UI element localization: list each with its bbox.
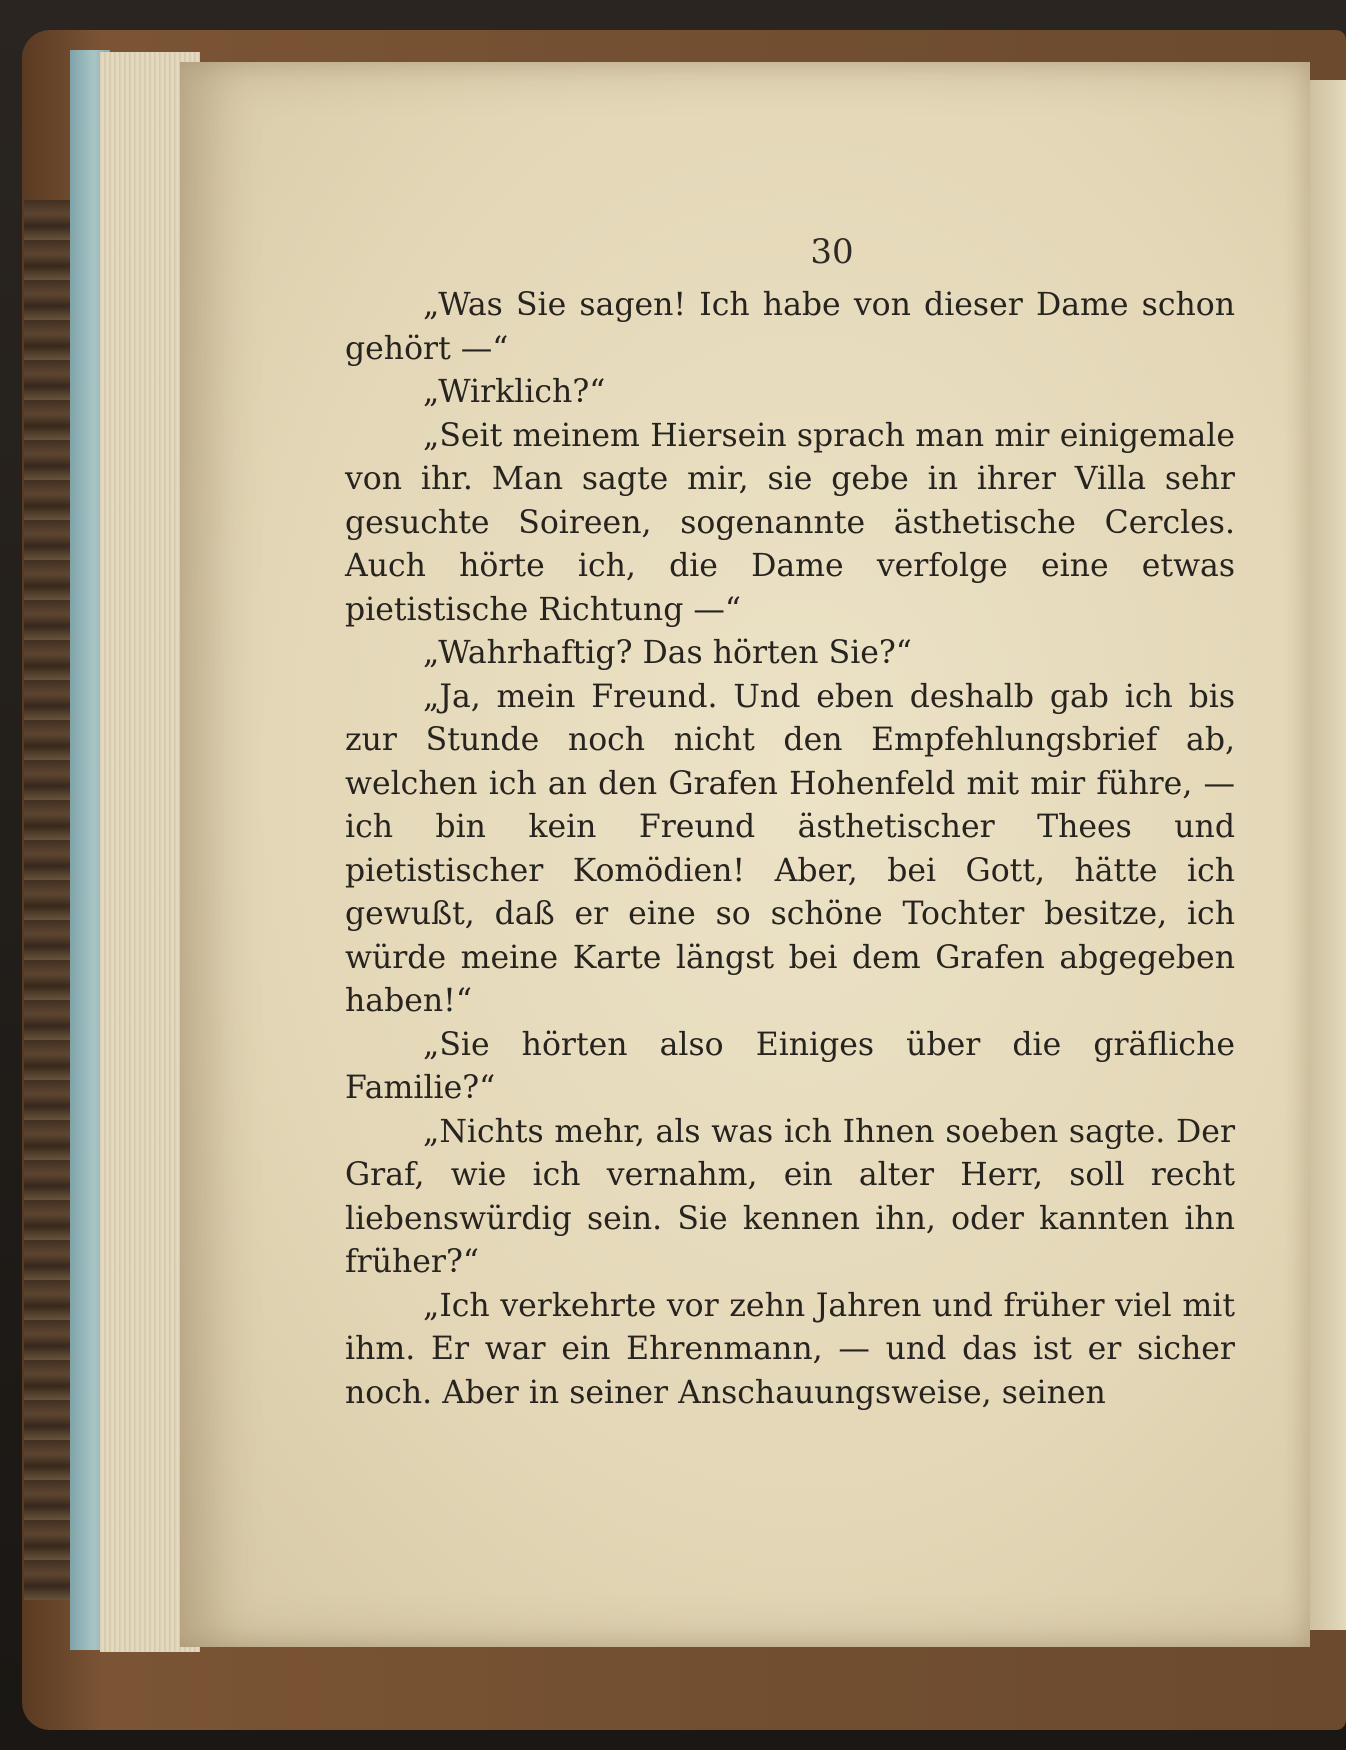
book-page bbox=[180, 62, 1310, 1647]
worn-spine-edge bbox=[24, 200, 74, 1600]
paragraph: „Wirklich?“ bbox=[423, 374, 606, 410]
paragraph: „Sie hörten also Einiges über die gräfliche Familie?“ bbox=[345, 1026, 1235, 1106]
page-number: 30 bbox=[810, 232, 854, 272]
paragraph: „Ich verkehrte vor zehn Jahren und früher viel mit ihm. Er war ein Ehrenmann, — und das ist er sicher noch. Aber in seiner Anschauungsweise, seinen bbox=[345, 1287, 1235, 1411]
next-page-edge bbox=[1308, 80, 1346, 1630]
paragraph: „Ja, mein Freund. Und eben deshalb gab ich bis zur Stunde noch nicht den Empfehlungsbrief ab, welchen ich an den Grafen Hohenfeld mit mir führe, — ich bin kein Freund ästhetischer Thees und pietistischer Komödien! Aber, bei Gott, hätte ich gewußt, daß er eine so schöne Tochter besitze, ich würde meine Karte längst bei dem Grafen abgegeben haben!“ bbox=[345, 678, 1235, 1019]
paragraph: „Wahrhaftig? Das hörten Sie?“ bbox=[423, 635, 912, 671]
page-body bbox=[345, 284, 1235, 1415]
paragraph: „Seit meinem Hiersein sprach man mir einigemale von ihr. Man sagte mir, sie gebe in ihrer Villa sehr gesuchte Soireen, sogenannte ästhetische Cercles. Auch hörte ich, die Dame verfolge eine etwas pietistische Richtung —“ bbox=[345, 417, 1235, 628]
paragraph: „Nichts mehr, als was ich Ihnen soeben sagte. Der Graf, wie ich vernahm, ein alter Herr, soll recht liebenswürdig sein. Sie kennen ihn, oder kannten ihn früher?“ bbox=[345, 1113, 1235, 1280]
paragraph: „Was Sie sagen! Ich habe von dieser Dame schon gehört —“ bbox=[345, 287, 1235, 367]
